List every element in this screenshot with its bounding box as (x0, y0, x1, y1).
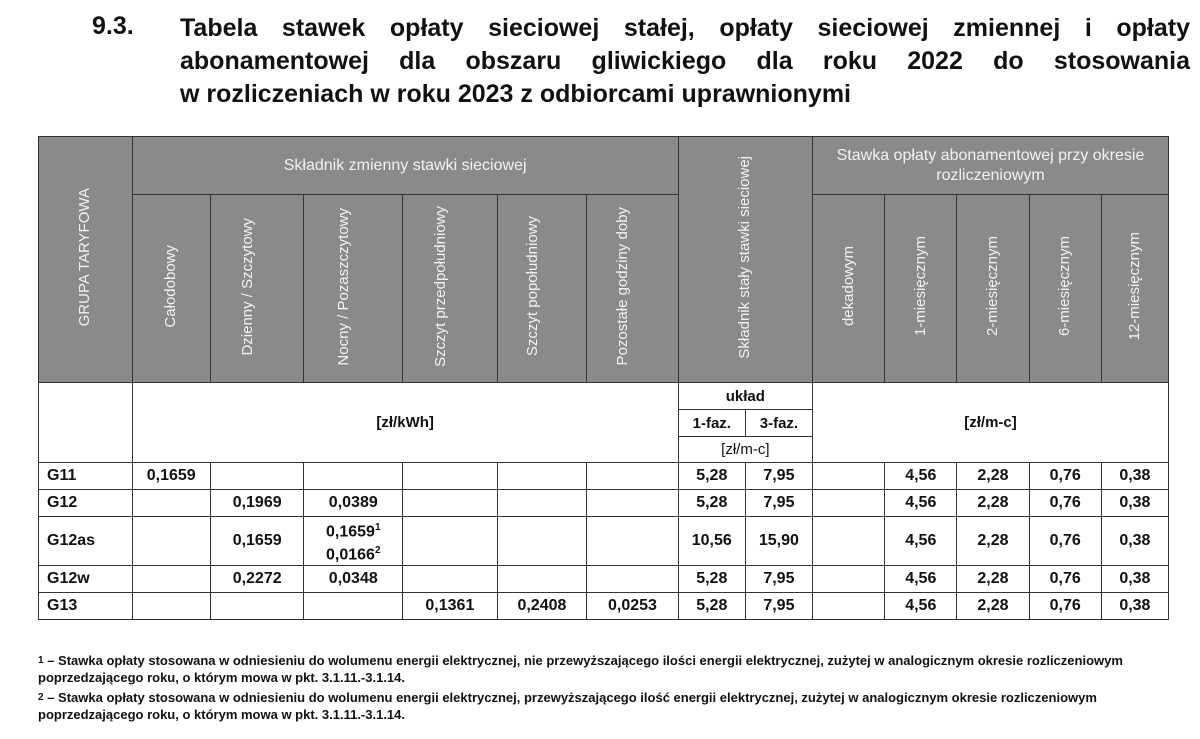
col-header-pozostale: Pozostałe godziny doby (587, 195, 679, 383)
unit-1faz: 1-faz. (678, 410, 745, 437)
col-header-calodobowy: Całodobowy (132, 195, 210, 383)
footnotes (38, 652, 1178, 726)
unit-variable: [zł/kWh] (132, 383, 678, 463)
table-row: G12as 0,1659 0,1659$^1$ 0,0166$^2$ 10,56 15,90 4,56 2,28 0,76 0,38 (39, 517, 1169, 566)
table-row: G12 0,1969 0,0389 5,28 7,95 4,56 2,28 0,76 0,38 (39, 490, 1169, 517)
section-number: 9.3. (92, 12, 134, 40)
col-header-2-miesiecznym: 2-miesięcznym (957, 195, 1029, 383)
unit-blank-cell (39, 383, 133, 463)
variable-header: Składnik zmienny stawki sieciowej (132, 137, 678, 195)
title-line-3: w rozliczeniach w roku 2023 z odbiorcami uprawnionymi (180, 80, 851, 108)
table-row: G13 0,1361 0,2408 0,0253 5,28 7,95 4,56 2,28 0,76 0,38 (39, 593, 1169, 620)
col-header-dzienny: Dzienny / Szczytowy (210, 195, 304, 383)
col-header-nocny: Nocny / Pozaszczytowy (304, 195, 403, 383)
split-rate-cell: 0,1659$^1$ 0,0166$^2$ (304, 517, 403, 566)
title-line-2: abonamentowej dla obszaru gliwickiego dla roku 2022 do stosowania (180, 47, 1190, 75)
tariff-table (38, 136, 1169, 620)
section-title (180, 12, 1190, 111)
col-header-szczyt-przedpoludniowy: Szczyt przedpołudniowy (403, 195, 498, 383)
col-header-12-miesiecznym: 12-miesięcznym (1101, 195, 1168, 383)
col-header-1-miesiecznym: 1-miesięcznym (885, 195, 957, 383)
footnote-2: $^2$ – Stawka opłaty stosowana w odniesieniu do wolumenu energii elektrycznej, przewyższającego ilość energii elektrycznej, zużytej w analogicznym okresie rozliczeniowym poprzedzającego roku, o którym mowa w pkt. 3.1.11.-3.1.14. (38, 690, 1097, 722)
group-header: GRUPA TARYFOWA (76, 188, 94, 327)
group-header-cell (39, 137, 133, 383)
footnote-1: $^1$ – Stawka opłaty stosowana w odniesieniu do wolumenu energii elektrycznej, nie przewyższającego ilości energii elektrycznej, zużytej w analogicznym okresie rozliczeniowym poprzedzającego roku, o którym mowa w pkt. 3.1.11.-3.1.14. (38, 653, 1123, 685)
col-header-dekadowym: dekadowym (812, 195, 884, 383)
subscription-header: Stawka opłaty abonamentowej przy okresie rozliczeniowym (812, 137, 1168, 195)
unit-3faz: 3-faz. (745, 410, 812, 437)
unit-fixed: [zł/m-c] (678, 437, 812, 463)
fixed-header-cell (678, 137, 812, 383)
unit-layout: układ (678, 383, 812, 410)
unit-subscription: [zł/m-c] (812, 383, 1168, 463)
table-row: G12w 0,2272 0,0348 5,28 7,95 4,56 2,28 0,76 0,38 (39, 566, 1169, 593)
title-line-1: Tabela stawek opłaty sieciowej stałej, opłaty sieciowej zmiennej i opłaty (180, 14, 1190, 42)
table-row: G11 0,1659 5,28 7,95 4,56 2,28 0,76 0,38 (39, 463, 1169, 490)
col-header-szczyt-popoludniowy: Szczyt popołudniowy (497, 195, 587, 383)
fixed-header: Składnik stały stawki sieciowej (736, 156, 754, 359)
col-header-6-miesiecznym: 6-miesięcznym (1029, 195, 1101, 383)
